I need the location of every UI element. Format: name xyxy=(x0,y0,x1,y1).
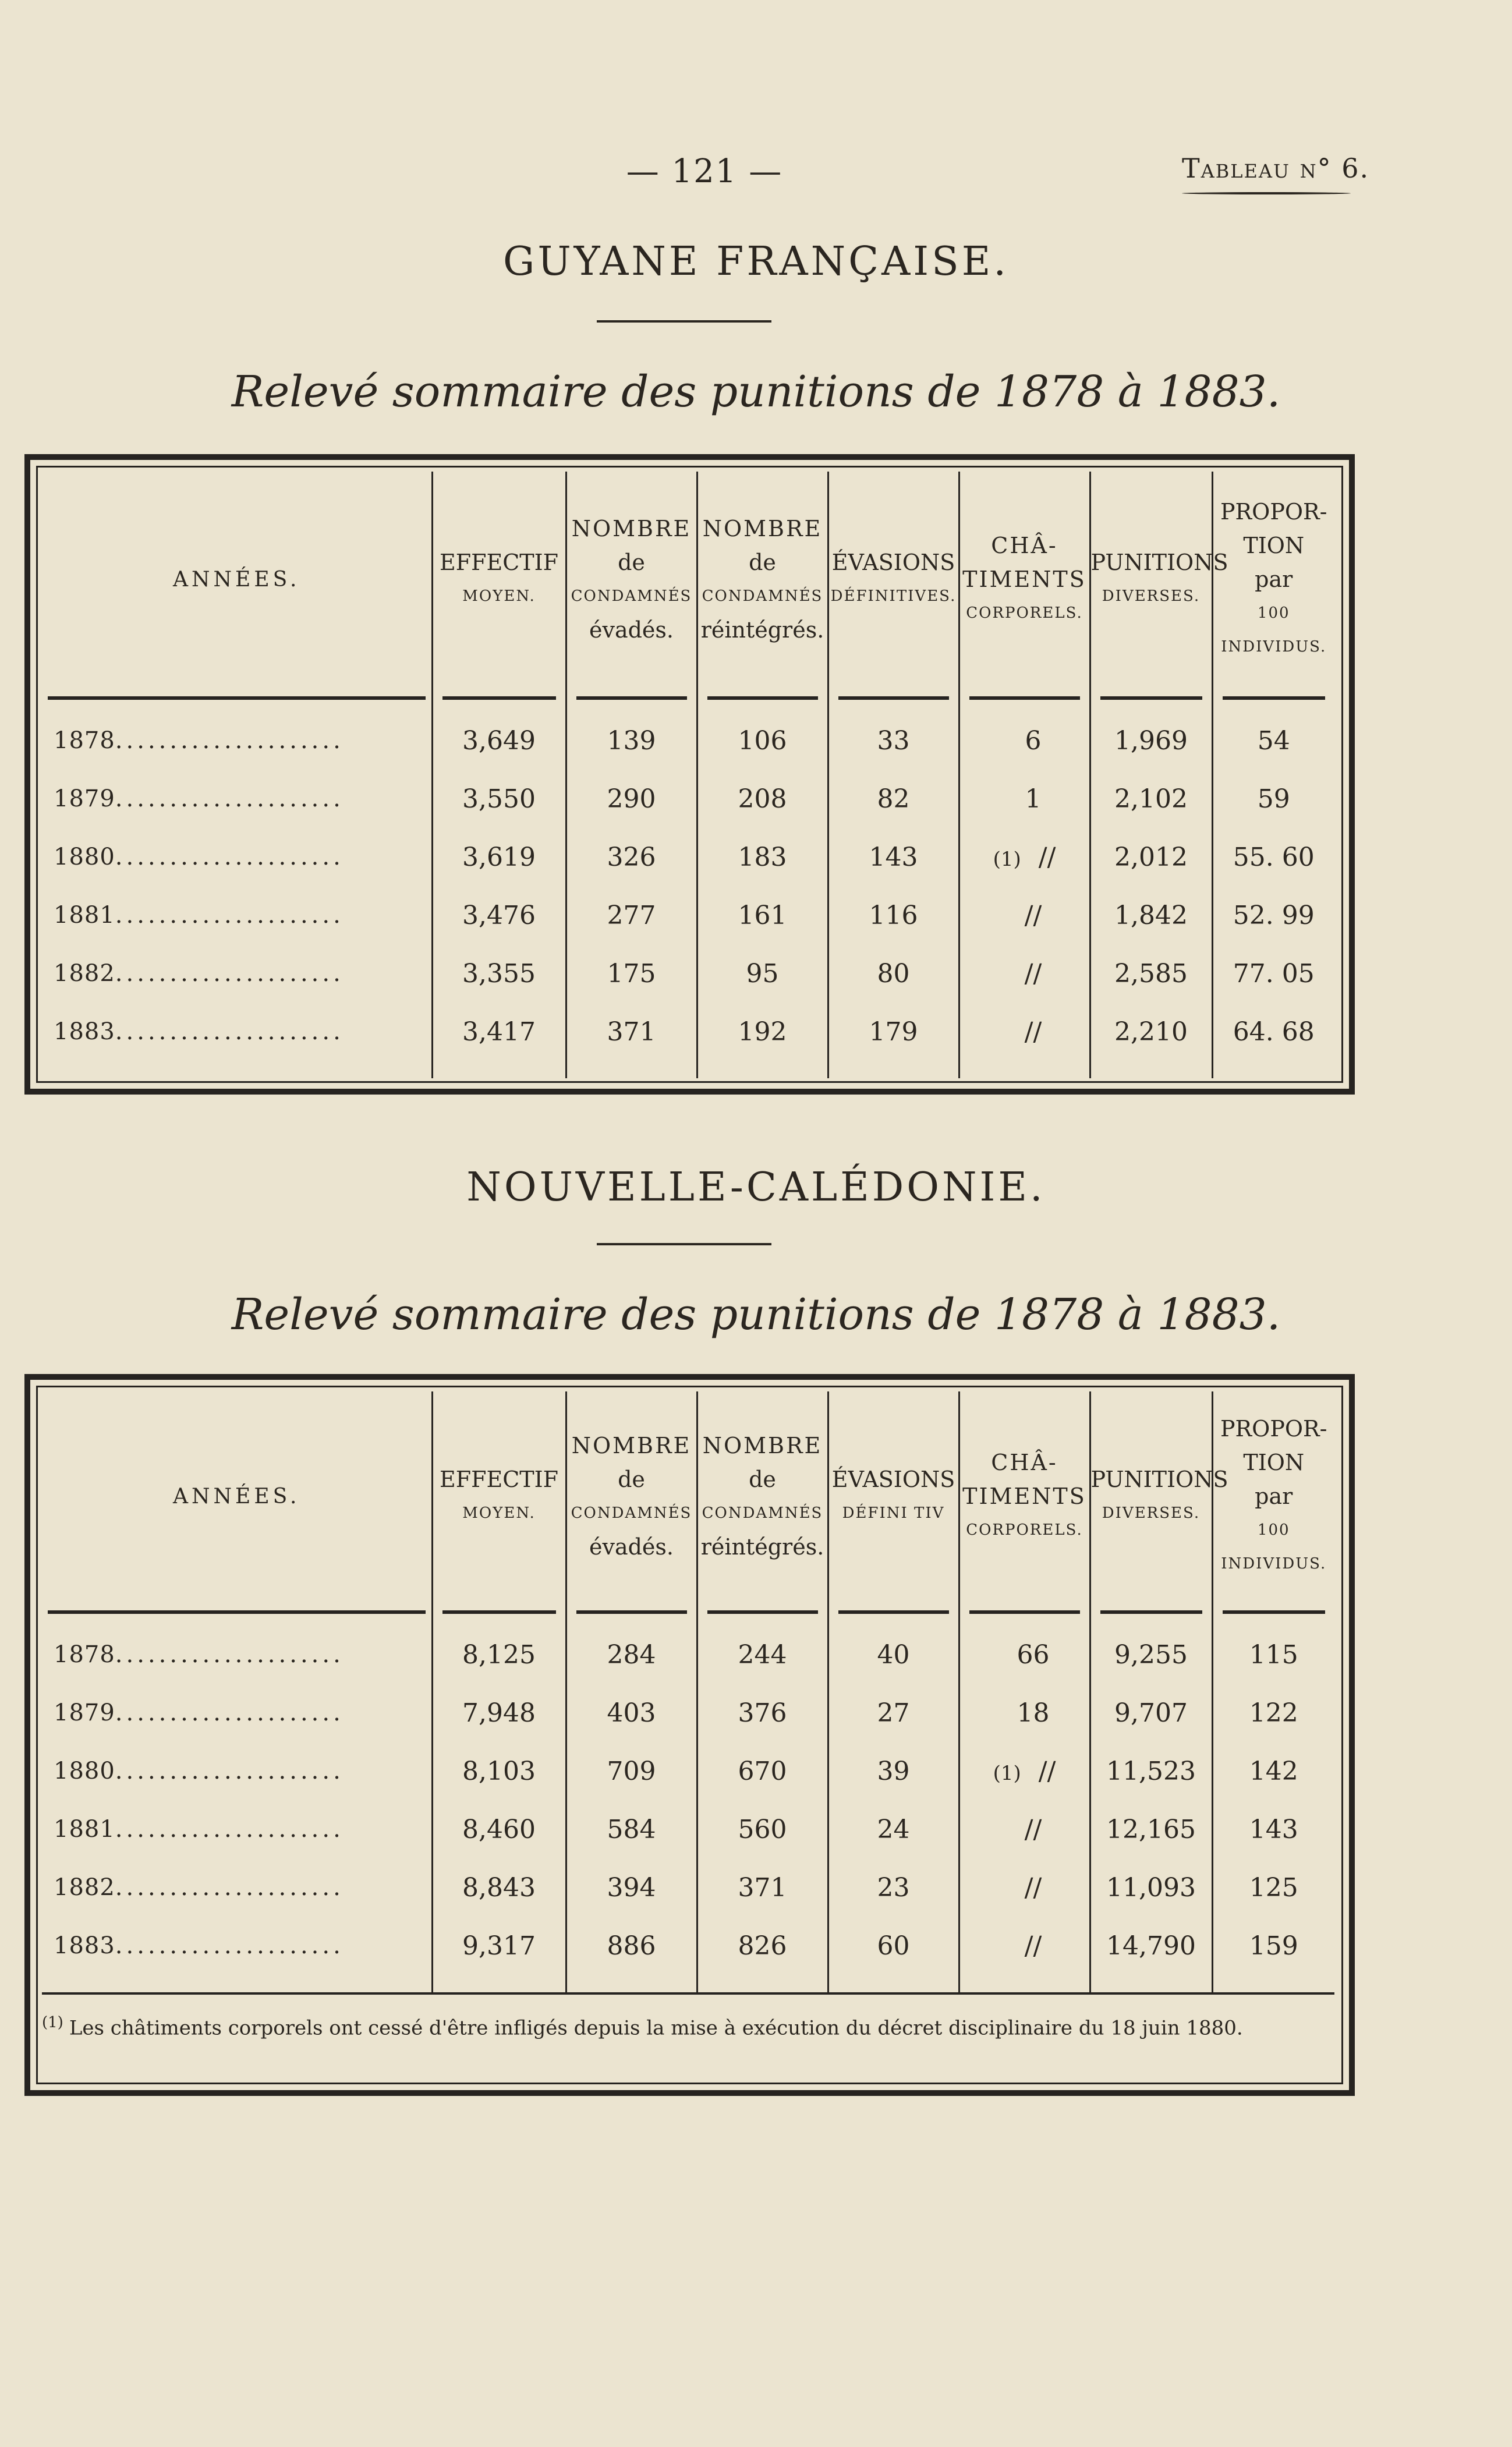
col-evasions: ÉVASIONS DÉFINI TIV xyxy=(828,1391,959,1601)
col-chatiments: CHÂ- TIMENTS CORPORELS. xyxy=(959,472,1090,687)
col-chatiments: CHÂ- TIMENTS CORPORELS. xyxy=(959,1391,1090,1601)
caledonie-title-rule xyxy=(597,1243,771,1245)
tableau-underline xyxy=(1182,192,1351,194)
table-row: 1878..................... 3,649 139 106 33 6 1,969 54 xyxy=(42,711,1334,770)
col-evades: NOMBRE de CONDAMNÉS évadés. xyxy=(566,1391,697,1601)
col-effectif: EFFECTIF MOYEN. xyxy=(432,472,566,687)
header-separator xyxy=(42,687,1334,711)
tableau-label: Tableau n° 6. xyxy=(1182,153,1370,184)
table-row: 1881..................... 3,476 277 161 116 // 1,842 52. 99 xyxy=(42,886,1334,944)
col-proportion: PROPOR- TION par 100 INDIVIDUS. xyxy=(1212,1391,1334,1601)
col-punitions: PUNITIONS DIVERSES. xyxy=(1090,1391,1212,1601)
table-row: 1883..................... 3,417 371 192 179 // 2,210 64. 68 xyxy=(42,1003,1334,1061)
table-row: 1880..................... 3,619 326 183 143 (1) // 2,012 55. 60 xyxy=(42,828,1334,886)
caledonie-table-frame xyxy=(24,1374,1355,2096)
col-reintegres: NOMBRE de CONDAMNÉS réintégrés. xyxy=(697,1391,828,1601)
col-punitions: PUNITIONS DIVERSES. xyxy=(1090,472,1212,687)
col-effectif: EFFECTIF MOYEN. xyxy=(432,1391,566,1601)
header-separator xyxy=(42,1601,1334,1626)
table-row: 1879..................... 3,550 290 208 82 1 2,102 59 xyxy=(42,770,1334,828)
caledonie-table xyxy=(42,1391,1334,2059)
table-row: 1881..................... 8,460 584 560 24 // 12,165 143 xyxy=(42,1800,1334,1858)
col-annees: ANNÉES. xyxy=(173,1484,300,1508)
col-proportion: PROPOR- TION par 100 INDIVIDUS. xyxy=(1212,472,1334,687)
guyane-title: GUYANE FRANÇAISE. xyxy=(503,239,1009,285)
guyane-title-rule xyxy=(597,320,771,323)
guyane-table xyxy=(42,472,1334,1078)
table-row: 1882..................... 8,843 394 371 23 // 11,093 125 xyxy=(42,1858,1334,1917)
page-number: — 121 — xyxy=(626,153,783,190)
table-row: 1883..................... 9,317 886 826 60 // 14,790 159 xyxy=(42,1917,1334,1975)
caledonie-subtitle: Relevé sommaire des punitions de 1878 à 1883. xyxy=(231,1290,1281,1340)
col-evasions: ÉVASIONS DÉFINITIVES. xyxy=(828,472,959,687)
col-reintegres: NOMBRE de CONDAMNÉS réintégrés. xyxy=(697,472,828,687)
table-row: 1882..................... 3,355 175 95 80 // 2,585 77. 05 xyxy=(42,944,1334,1003)
guyane-header-row xyxy=(42,472,1334,687)
table-row: 1879..................... 7,948 403 376 27 18 9,707 122 xyxy=(42,1684,1334,1742)
caledonie-header-row xyxy=(42,1391,1334,1601)
guyane-table-frame xyxy=(24,454,1355,1095)
caledonie-title: NOUVELLE-CALÉDONIE. xyxy=(466,1164,1046,1210)
guyane-subtitle: Relevé sommaire des punitions de 1878 à 1883. xyxy=(231,367,1281,417)
table-row: 1878..................... 8,125 284 244 40 66 9,255 115 xyxy=(42,1626,1334,1684)
table-row: 1880..................... 8,103 709 670 39 (1) // 11,523 142 xyxy=(42,1742,1334,1800)
col-annees: ANNÉES. xyxy=(173,567,300,592)
col-evades: NOMBRE de CONDAMNÉS évadés. xyxy=(566,472,697,687)
footnote: $^{(1)}$ Les châtiments corporels ont cessé d'être infligés depuis la mise à exécution du décret disciplinaire du 18 juin 1880. xyxy=(42,1993,1334,2059)
